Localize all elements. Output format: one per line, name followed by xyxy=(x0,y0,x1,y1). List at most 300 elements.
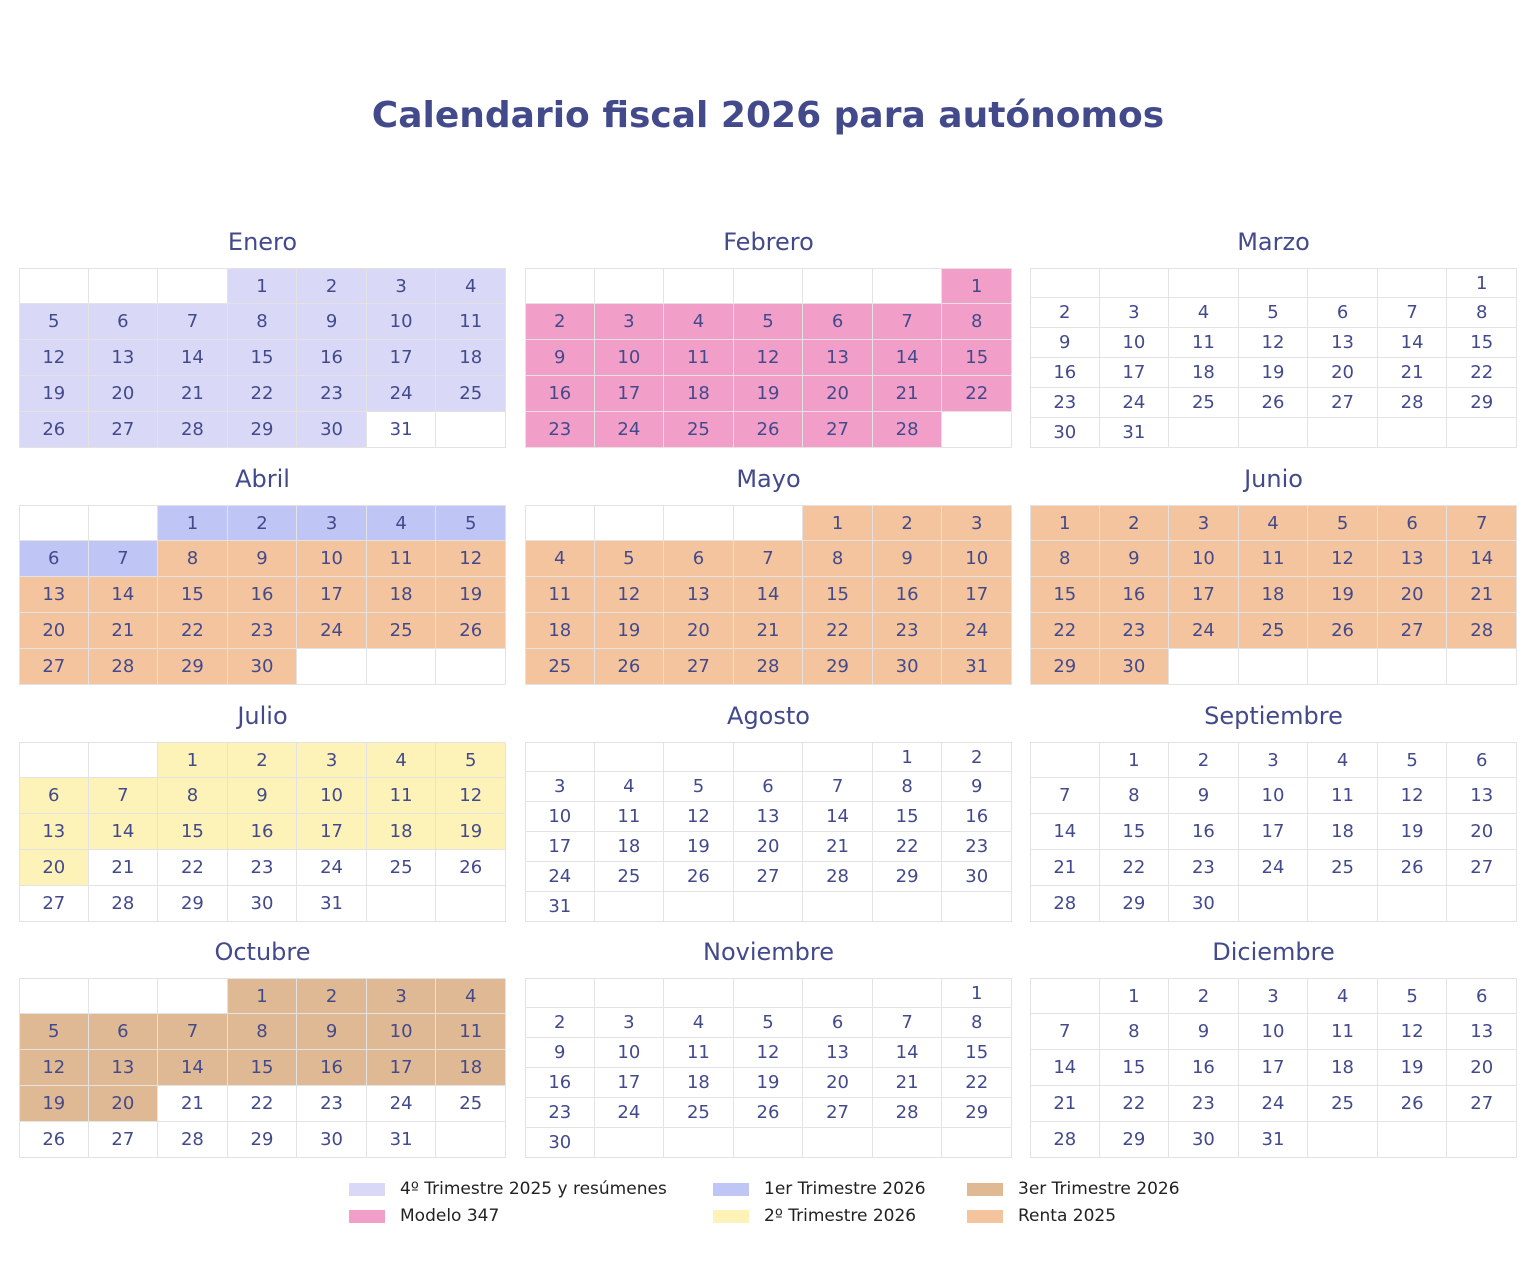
day-cell: 4 xyxy=(1169,298,1239,328)
day-cell: 19 xyxy=(1378,814,1448,850)
day-cell: 13 xyxy=(1378,541,1448,577)
day-cell: 5 xyxy=(734,1008,804,1038)
empty-cell xyxy=(595,742,665,772)
day-cell: 18 xyxy=(1308,814,1378,850)
day-cell: 26 xyxy=(734,412,804,448)
day-cell: 26 xyxy=(595,649,665,685)
day-cell: 31 xyxy=(367,412,437,448)
day-cell: 18 xyxy=(1169,358,1239,388)
empty-cell xyxy=(436,1122,506,1158)
month-name: Abril xyxy=(235,465,290,493)
empty-cell xyxy=(1239,268,1309,298)
day-cell: 21 xyxy=(1030,1086,1100,1122)
day-cell: 19 xyxy=(1239,358,1309,388)
day-cell: 15 xyxy=(803,577,873,613)
day-cell: 18 xyxy=(664,376,734,412)
day-cell: 8 xyxy=(942,1008,1012,1038)
empty-cell xyxy=(1030,268,1100,298)
empty-cell xyxy=(525,978,595,1008)
day-cell: 22 xyxy=(228,1086,298,1122)
day-cell: 30 xyxy=(525,1128,595,1158)
month-grid xyxy=(1030,978,1517,1158)
day-cell: 27 xyxy=(803,1098,873,1128)
day-cell: 23 xyxy=(228,850,298,886)
empty-cell xyxy=(1378,649,1448,685)
day-cell: 21 xyxy=(89,850,159,886)
day-cell: 31 xyxy=(1100,418,1170,448)
empty-cell xyxy=(89,742,159,778)
day-cell: 7 xyxy=(873,304,943,340)
day-cell: 21 xyxy=(158,1086,228,1122)
empty-cell xyxy=(1308,418,1378,448)
day-cell: 6 xyxy=(803,1008,873,1038)
legend xyxy=(349,1178,1249,1234)
day-cell: 28 xyxy=(158,1122,228,1158)
day-cell: 16 xyxy=(873,577,943,613)
day-cell: 14 xyxy=(1030,814,1100,850)
day-cell: 26 xyxy=(1378,1086,1448,1122)
day-cell: 1 xyxy=(942,978,1012,1008)
day-cell: 12 xyxy=(1239,328,1309,358)
day-cell: 24 xyxy=(367,1086,437,1122)
day-cell: 11 xyxy=(367,541,437,577)
day-cell: 31 xyxy=(1239,1122,1309,1158)
day-cell: 11 xyxy=(436,304,506,340)
day-cell: 18 xyxy=(664,1068,734,1098)
legend-label: Modelo 347 xyxy=(400,1206,500,1226)
day-cell: 22 xyxy=(228,376,298,412)
day-cell: 25 xyxy=(436,1086,506,1122)
day-cell: 14 xyxy=(89,577,159,613)
day-cell: 28 xyxy=(1030,886,1100,922)
day-cell: 7 xyxy=(1030,1014,1100,1050)
day-cell: 5 xyxy=(1378,978,1448,1014)
empty-cell xyxy=(297,649,367,685)
empty-cell xyxy=(525,505,595,541)
month-name: Julio xyxy=(237,702,288,730)
empty-cell xyxy=(1239,418,1309,448)
day-cell: 3 xyxy=(367,268,437,304)
day-cell: 25 xyxy=(664,412,734,448)
day-cell: 27 xyxy=(1447,1086,1517,1122)
empty-cell xyxy=(1447,649,1517,685)
day-cell: 20 xyxy=(1308,358,1378,388)
month-grid xyxy=(1030,505,1517,685)
empty-cell xyxy=(436,649,506,685)
empty-cell xyxy=(19,978,89,1014)
day-cell: 30 xyxy=(297,1122,367,1158)
month-grid xyxy=(19,742,506,922)
day-cell: 23 xyxy=(942,832,1012,862)
legend-item-q4 xyxy=(349,1178,667,1200)
day-cell: 4 xyxy=(595,772,665,802)
empty-cell xyxy=(1239,886,1309,922)
day-cell: 16 xyxy=(228,577,298,613)
day-cell: 20 xyxy=(664,613,734,649)
chart-title: Calendario fiscal 2026 para autónomos xyxy=(371,95,1165,136)
month-grid xyxy=(19,505,506,685)
day-cell: 31 xyxy=(367,1122,437,1158)
empty-cell xyxy=(664,1128,734,1158)
day-cell: 19 xyxy=(436,577,506,613)
day-cell: 22 xyxy=(158,850,228,886)
day-cell: 29 xyxy=(158,649,228,685)
day-cell: 18 xyxy=(367,577,437,613)
day-cell: 3 xyxy=(1169,505,1239,541)
day-cell: 5 xyxy=(1308,505,1378,541)
day-cell: 14 xyxy=(1030,1050,1100,1086)
day-cell: 20 xyxy=(1378,577,1448,613)
day-cell: 18 xyxy=(1308,1050,1378,1086)
day-cell: 28 xyxy=(873,1098,943,1128)
day-cell: 10 xyxy=(942,541,1012,577)
empty-cell xyxy=(1308,268,1378,298)
day-cell: 25 xyxy=(367,850,437,886)
empty-cell xyxy=(664,978,734,1008)
day-cell: 27 xyxy=(19,886,89,922)
month-grid xyxy=(1030,268,1517,448)
day-cell: 10 xyxy=(367,1014,437,1050)
day-cell: 19 xyxy=(734,1068,804,1098)
day-cell: 23 xyxy=(525,1098,595,1128)
day-cell: 4 xyxy=(664,304,734,340)
day-cell: 11 xyxy=(595,802,665,832)
legend-item-q2 xyxy=(713,1205,916,1227)
day-cell: 10 xyxy=(595,340,665,376)
day-cell: 6 xyxy=(734,772,804,802)
day-cell: 14 xyxy=(1378,328,1448,358)
empty-cell xyxy=(803,742,873,772)
empty-cell xyxy=(158,978,228,1014)
day-cell: 4 xyxy=(1308,978,1378,1014)
day-cell: 17 xyxy=(297,814,367,850)
day-cell: 20 xyxy=(734,832,804,862)
empty-cell xyxy=(873,1128,943,1158)
day-cell: 24 xyxy=(1239,850,1309,886)
day-cell: 17 xyxy=(1100,358,1170,388)
day-cell: 21 xyxy=(1030,850,1100,886)
day-cell: 12 xyxy=(19,1050,89,1086)
day-cell: 3 xyxy=(297,742,367,778)
legend-swatch xyxy=(349,1210,385,1223)
day-cell: 28 xyxy=(89,886,159,922)
empty-cell xyxy=(1169,649,1239,685)
empty-cell xyxy=(942,1128,1012,1158)
day-cell: 23 xyxy=(228,613,298,649)
day-cell: 30 xyxy=(942,862,1012,892)
day-cell: 1 xyxy=(803,505,873,541)
day-cell: 2 xyxy=(297,978,367,1014)
day-cell: 26 xyxy=(436,850,506,886)
legend-item-q3 xyxy=(967,1178,1180,1200)
day-cell: 2 xyxy=(297,268,367,304)
day-cell: 16 xyxy=(1100,577,1170,613)
day-cell: 14 xyxy=(1447,541,1517,577)
day-cell: 25 xyxy=(436,376,506,412)
day-cell: 17 xyxy=(1239,1050,1309,1086)
day-cell: 4 xyxy=(1308,742,1378,778)
day-cell: 12 xyxy=(1378,778,1448,814)
day-cell: 30 xyxy=(1030,418,1100,448)
day-cell: 26 xyxy=(19,412,89,448)
day-cell: 24 xyxy=(942,613,1012,649)
day-cell: 21 xyxy=(1378,358,1448,388)
day-cell: 29 xyxy=(1030,649,1100,685)
day-cell: 25 xyxy=(1239,613,1309,649)
legend-item-m347 xyxy=(349,1205,499,1227)
empty-cell xyxy=(942,892,1012,922)
legend-swatch xyxy=(713,1183,749,1196)
empty-cell xyxy=(1447,1122,1517,1158)
day-cell: 25 xyxy=(595,862,665,892)
day-cell: 28 xyxy=(1378,388,1448,418)
day-cell: 8 xyxy=(1100,1014,1170,1050)
day-cell: 13 xyxy=(1447,1014,1517,1050)
day-cell: 18 xyxy=(436,340,506,376)
day-cell: 26 xyxy=(664,862,734,892)
day-cell: 10 xyxy=(1239,1014,1309,1050)
empty-cell xyxy=(19,268,89,304)
empty-cell xyxy=(19,742,89,778)
day-cell: 20 xyxy=(89,376,159,412)
day-cell: 1 xyxy=(1100,978,1170,1014)
empty-cell xyxy=(664,268,734,304)
day-cell: 30 xyxy=(873,649,943,685)
day-cell: 18 xyxy=(525,613,595,649)
day-cell: 10 xyxy=(1100,328,1170,358)
day-cell: 16 xyxy=(297,340,367,376)
day-cell: 27 xyxy=(1378,613,1448,649)
empty-cell xyxy=(367,649,437,685)
day-cell: 5 xyxy=(664,772,734,802)
day-cell: 21 xyxy=(873,376,943,412)
day-cell: 12 xyxy=(664,802,734,832)
empty-cell xyxy=(1378,1122,1448,1158)
legend-swatch xyxy=(967,1183,1003,1196)
day-cell: 3 xyxy=(525,772,595,802)
day-cell: 16 xyxy=(525,376,595,412)
day-cell: 16 xyxy=(1030,358,1100,388)
day-cell: 17 xyxy=(525,832,595,862)
day-cell: 10 xyxy=(297,541,367,577)
day-cell: 16 xyxy=(525,1068,595,1098)
month-name: Mayo xyxy=(736,465,801,493)
day-cell: 10 xyxy=(595,1038,665,1068)
day-cell: 8 xyxy=(228,1014,298,1050)
day-cell: 23 xyxy=(1100,613,1170,649)
day-cell: 12 xyxy=(1308,541,1378,577)
day-cell: 28 xyxy=(803,862,873,892)
day-cell: 28 xyxy=(734,649,804,685)
legend-swatch xyxy=(967,1210,1003,1223)
day-cell: 15 xyxy=(228,340,298,376)
day-cell: 11 xyxy=(1169,328,1239,358)
day-cell: 25 xyxy=(664,1098,734,1128)
day-cell: 3 xyxy=(367,978,437,1014)
day-cell: 14 xyxy=(158,340,228,376)
day-cell: 20 xyxy=(19,613,89,649)
month-grid xyxy=(19,978,506,1158)
day-cell: 6 xyxy=(1447,978,1517,1014)
month-grid xyxy=(1030,742,1517,922)
legend-label: 3er Trimestre 2026 xyxy=(1018,1179,1180,1199)
empty-cell xyxy=(1169,418,1239,448)
empty-cell xyxy=(803,892,873,922)
day-cell: 3 xyxy=(595,1008,665,1038)
day-cell: 8 xyxy=(873,772,943,802)
day-cell: 29 xyxy=(1447,388,1517,418)
day-cell: 11 xyxy=(367,778,437,814)
day-cell: 25 xyxy=(1308,1086,1378,1122)
day-cell: 30 xyxy=(1169,886,1239,922)
legend-label: 2º Trimestre 2026 xyxy=(764,1206,917,1226)
day-cell: 13 xyxy=(734,802,804,832)
day-cell: 19 xyxy=(19,376,89,412)
day-cell: 17 xyxy=(367,1050,437,1086)
day-cell: 15 xyxy=(1447,328,1517,358)
day-cell: 5 xyxy=(595,541,665,577)
day-cell: 9 xyxy=(297,1014,367,1050)
day-cell: 1 xyxy=(873,742,943,772)
day-cell: 12 xyxy=(1378,1014,1448,1050)
month-name: Enero xyxy=(227,228,298,256)
day-cell: 28 xyxy=(1030,1122,1100,1158)
day-cell: 15 xyxy=(1030,577,1100,613)
day-cell: 31 xyxy=(297,886,367,922)
day-cell: 5 xyxy=(1239,298,1309,328)
day-cell: 16 xyxy=(1169,814,1239,850)
empty-cell xyxy=(942,412,1012,448)
day-cell: 3 xyxy=(942,505,1012,541)
empty-cell xyxy=(436,886,506,922)
month-grid xyxy=(525,268,1012,448)
day-cell: 19 xyxy=(436,814,506,850)
day-cell: 9 xyxy=(1169,1014,1239,1050)
day-cell: 13 xyxy=(89,340,159,376)
day-cell: 6 xyxy=(1308,298,1378,328)
empty-cell xyxy=(1378,268,1448,298)
day-cell: 21 xyxy=(734,613,804,649)
day-cell: 11 xyxy=(664,1038,734,1068)
day-cell: 12 xyxy=(436,778,506,814)
day-cell: 19 xyxy=(664,832,734,862)
empty-cell xyxy=(734,268,804,304)
day-cell: 13 xyxy=(19,577,89,613)
day-cell: 24 xyxy=(525,862,595,892)
day-cell: 9 xyxy=(228,541,298,577)
day-cell: 9 xyxy=(525,340,595,376)
month-name: Agosto xyxy=(727,702,810,730)
day-cell: 20 xyxy=(803,1068,873,1098)
day-cell: 30 xyxy=(1100,649,1170,685)
month-grid xyxy=(525,505,1012,685)
day-cell: 8 xyxy=(803,541,873,577)
day-cell: 29 xyxy=(228,412,298,448)
day-cell: 23 xyxy=(1030,388,1100,418)
day-cell: 31 xyxy=(942,649,1012,685)
month-name: Diciembre xyxy=(1212,938,1335,966)
day-cell: 24 xyxy=(1100,388,1170,418)
day-cell: 16 xyxy=(297,1050,367,1086)
day-cell: 16 xyxy=(228,814,298,850)
day-cell: 23 xyxy=(873,613,943,649)
day-cell: 6 xyxy=(803,304,873,340)
day-cell: 22 xyxy=(1100,850,1170,886)
day-cell: 3 xyxy=(297,505,367,541)
day-cell: 20 xyxy=(1447,814,1517,850)
empty-cell xyxy=(19,505,89,541)
day-cell: 28 xyxy=(158,412,228,448)
empty-cell xyxy=(873,892,943,922)
empty-cell xyxy=(1308,649,1378,685)
legend-item-renta xyxy=(967,1205,1116,1227)
month-name: Noviembre xyxy=(703,938,834,966)
day-cell: 15 xyxy=(1100,1050,1170,1086)
day-cell: 21 xyxy=(89,613,159,649)
empty-cell xyxy=(595,892,665,922)
day-cell: 28 xyxy=(1447,613,1517,649)
day-cell: 1 xyxy=(1030,505,1100,541)
month-grid xyxy=(525,978,1012,1158)
day-cell: 6 xyxy=(89,304,159,340)
day-cell: 13 xyxy=(19,814,89,850)
day-cell: 18 xyxy=(1239,577,1309,613)
day-cell: 27 xyxy=(89,1122,159,1158)
day-cell: 8 xyxy=(1100,778,1170,814)
day-cell: 28 xyxy=(89,649,159,685)
day-cell: 10 xyxy=(297,778,367,814)
empty-cell xyxy=(89,268,159,304)
day-cell: 11 xyxy=(436,1014,506,1050)
day-cell: 2 xyxy=(1169,742,1239,778)
day-cell: 23 xyxy=(1169,850,1239,886)
empty-cell xyxy=(1447,886,1517,922)
day-cell: 30 xyxy=(1169,1122,1239,1158)
day-cell: 7 xyxy=(158,304,228,340)
legend-label: Renta 2025 xyxy=(1018,1206,1117,1226)
day-cell: 3 xyxy=(1239,978,1309,1014)
day-cell: 13 xyxy=(1308,328,1378,358)
day-cell: 4 xyxy=(436,268,506,304)
day-cell: 22 xyxy=(1100,1086,1170,1122)
day-cell: 17 xyxy=(1169,577,1239,613)
day-cell: 7 xyxy=(1378,298,1448,328)
empty-cell xyxy=(1308,1122,1378,1158)
empty-cell xyxy=(1169,268,1239,298)
day-cell: 25 xyxy=(367,613,437,649)
day-cell: 2 xyxy=(942,742,1012,772)
day-cell: 9 xyxy=(873,541,943,577)
day-cell: 7 xyxy=(1030,778,1100,814)
day-cell: 14 xyxy=(734,577,804,613)
day-cell: 19 xyxy=(1308,577,1378,613)
day-cell: 22 xyxy=(1447,358,1517,388)
day-cell: 2 xyxy=(1100,505,1170,541)
day-cell: 8 xyxy=(228,304,298,340)
day-cell: 2 xyxy=(228,742,298,778)
day-cell: 19 xyxy=(1378,1050,1448,1086)
day-cell: 26 xyxy=(1308,613,1378,649)
day-cell: 7 xyxy=(734,541,804,577)
day-cell: 8 xyxy=(1030,541,1100,577)
empty-cell xyxy=(595,1128,665,1158)
day-cell: 5 xyxy=(436,742,506,778)
day-cell: 26 xyxy=(436,613,506,649)
day-cell: 29 xyxy=(803,649,873,685)
day-cell: 3 xyxy=(595,304,665,340)
day-cell: 23 xyxy=(525,412,595,448)
day-cell: 24 xyxy=(595,412,665,448)
